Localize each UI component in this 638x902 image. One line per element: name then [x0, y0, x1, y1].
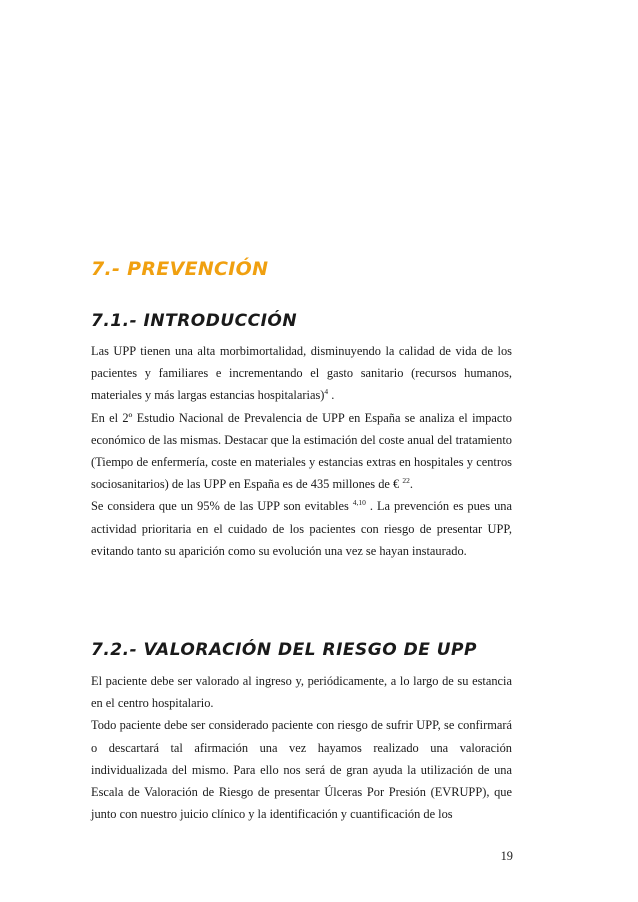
section-heading-introduccion: 7.1.- INTRODUCCIÓN: [91, 311, 298, 331]
paragraph: Se considera que un 95% de las UPP son evitables $^{4,10}$ . La prevención es pues una actividad prioritaria en el cuidado de los pacientes con riesgo de presentar UPP, evitando tanto su aparición como su evolución una vez se hayan instaurado.: [91, 498, 512, 558]
reference-superscript: 4,10: [352, 498, 366, 508]
paragraph: En el 2º Estudio Nacional de Prevalencia de UPP en España se analiza el impacto económico de las mismas. Destacar que la estimación del coste anual del tratamiento (Tiempo de enfermería, coste en materiales y estancias extras en hospitales y centros sociosanitarios) de las UPP en España es de 435 millones de € $^{22}$.: [91, 410, 512, 492]
page-number: 19: [500, 849, 513, 863]
reference-superscript: 22: [402, 476, 410, 486]
section-heading-valoracion: 7.2.- VALORACIÓN DEL RIESGO DE UPP: [91, 640, 477, 660]
chapter-heading: 7.- PREVENCIÓN: [91, 258, 269, 280]
reference-superscript: 4: [324, 387, 329, 397]
paragraph: Las UPP tienen una alta morbimortalidad, disminuyendo la calidad de vida de los pacientes y familiares e incrementando el gasto sanitario (recursos humanos, materiales y más largas estancias hospitalarias)$^4$ .: [91, 344, 512, 403]
section-body-valoracion: [91, 670, 512, 825]
paragraph: Todo paciente debe ser considerado paciente con riesgo de sufrir UPP, se confirmará o descartará tal afirmación una vez hayamos realizado una valoración individualizada del mismo. Para ello nos será de gran ayuda la utilización de una Escala de Valoración de Riesgo de presentar Úlceras Por Presión (EVRUPP), que junto con nuestro juicio clínico y la identificación y cuantificación de los: [91, 718, 512, 822]
section-body-introduccion: [91, 340, 512, 562]
paragraph: El paciente debe ser valorado al ingreso y, periódicamente, a lo largo de su estancia en el centro hospitalario.: [91, 674, 512, 711]
